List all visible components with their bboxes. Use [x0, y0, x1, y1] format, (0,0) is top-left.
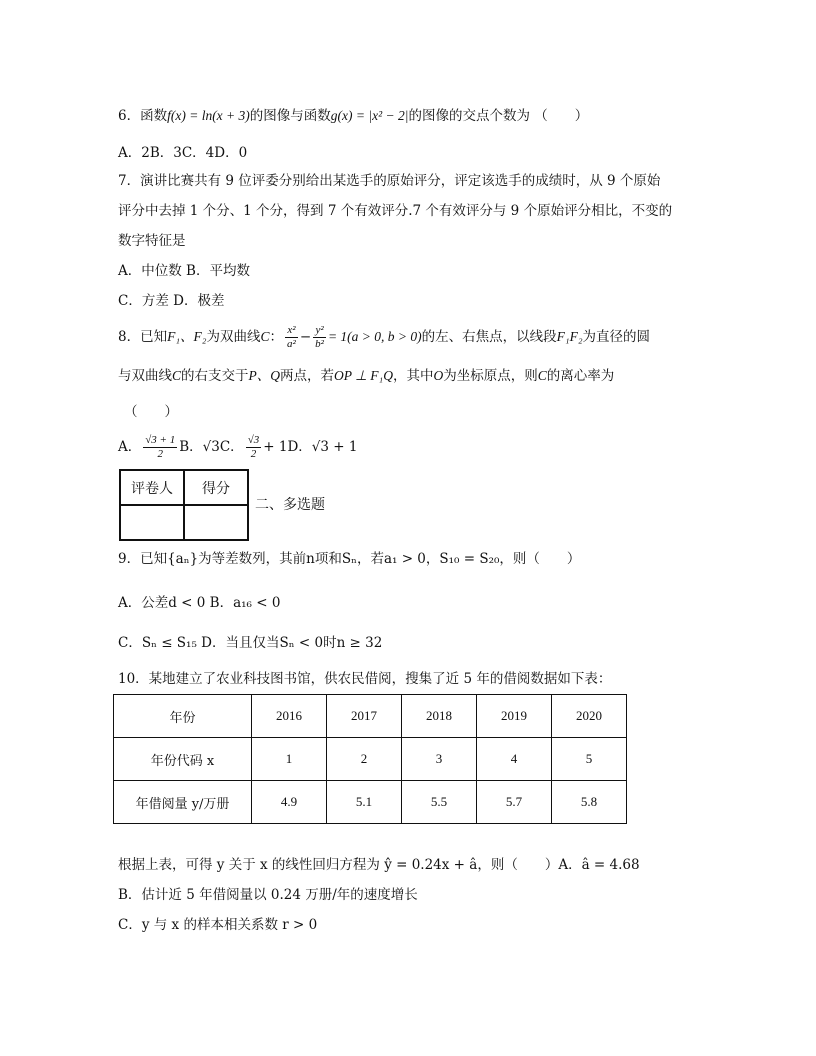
grader-score-label: 得分	[184, 470, 248, 505]
table-cell: 5	[552, 738, 627, 781]
table-cell: 2	[327, 738, 402, 781]
table-row	[114, 781, 627, 824]
table-cell: 1	[252, 738, 327, 781]
q8-option-a-fraction: $\frac{√3 + 1}{2}$	[145, 434, 176, 460]
q10-after-text: 根据上表，可得 y 关于 x 的线性回归方程为 ŷ = 0.24x + â，则（ ）A．â = 4.68	[118, 857, 640, 873]
q9-options-ab: A．公差d < 0 B．a₁₆ < 0	[118, 595, 281, 611]
table-cell: 4.9	[252, 781, 327, 824]
q9-stem: 9．已知{aₙ}为等差数列，其前n项和Sₙ，若a₁ > 0，S₁₀ = S₂₀，则（ ）	[118, 551, 581, 567]
q8-option-c-fraction: $\frac{√3}{2}$	[247, 434, 260, 460]
grader-reviewer-label: 评卷人	[120, 470, 184, 505]
q9-options-cd: C．Sₙ ≤ S₁₅ D．当且仅当Sₙ < 0时n ≥ 32	[118, 635, 383, 651]
row-header: 年份代码 x	[114, 738, 252, 781]
q7-stem-line-2: 评分中去掉 1 个分、1 个分，得到 7 个有效评分.7 个有效评分与 9 个原始评分相比，不变的	[118, 203, 673, 219]
table-cell: 2018	[402, 695, 477, 738]
q10-stem: 10．某地建立了农业科技图书馆，供农民借阅，搜集了近 5 年的借阅数据如下表：	[118, 671, 612, 687]
q7-stem-line-3: 数字特征是	[118, 233, 186, 249]
borrowing-data-table	[113, 694, 627, 824]
table-cell: 5.7	[477, 781, 552, 824]
q6-options: A．2B．3C．4D．0	[118, 145, 248, 161]
q6-f-expression: f(x) = ln(x + 3)	[167, 108, 250, 123]
table-cell: 5.1	[327, 781, 402, 824]
q8-options: A． $\frac{√3 + 1}{2}$ B．√3C． $\frac{√3}{2}$ + 1D．√3 + 1	[118, 434, 358, 460]
grader-reviewer-cell	[120, 505, 184, 540]
table-row	[114, 738, 627, 781]
q7-stem-line-1: 7．演讲比赛共有 9 位评委分别给出某选手的原始评分，评定该选手的成绩时，从 9 个原始	[118, 173, 661, 189]
table-row	[114, 695, 627, 738]
section-title: 二、多选题	[255, 497, 325, 513]
table-cell: 2016	[252, 695, 327, 738]
table-cell: 2020	[552, 695, 627, 738]
q8-y-fraction: $\frac{\text{y²}}{\text{b²}}$	[315, 324, 324, 350]
grader-score-cell	[184, 505, 248, 540]
q8-answer-blank: （ ）	[124, 404, 178, 420]
q6-g-expression: g(x) = |x² − 2|	[330, 108, 409, 123]
table-cell: 2019	[477, 695, 552, 738]
q7-options-cd: C．方差 D．极差	[118, 293, 225, 309]
q8-x-fraction: $\frac{\text{x²}}{\text{a²}}$	[287, 324, 296, 350]
table-cell: 3	[402, 738, 477, 781]
table-cell: 2017	[327, 695, 402, 738]
table-cell: 4	[477, 738, 552, 781]
row-header: 年借阅量 y/万册	[114, 781, 252, 824]
row-header: 年份	[114, 695, 252, 738]
table-cell: 5.5	[402, 781, 477, 824]
q7-options-ab: A．中位数 B．平均数	[118, 263, 250, 279]
table-cell: 5.8	[552, 781, 627, 824]
q10-option-c: C．y 与 x 的样本相关系数 r > 0	[118, 917, 318, 933]
grader-table	[119, 469, 249, 541]
q8-stem-line-1: 8．已知F₁、F₂为双曲线C： $\frac{\text{x²}}{\text{a²}}$ − $\frac{\text{y²}}{\text{b²}}$ = 1(a > 0, b > 0)的左、右焦点，以线段F₁F₂为直径的圆	[118, 324, 651, 350]
q10-option-b: B．估计近 5 年借阅量以 0.24 万册/年的速度增长	[118, 887, 418, 903]
q8-stem-line-2: 与双曲线C的右支交于P、Q两点，若OP ⊥ F₁Q，其中O为坐标原点，则C的离心率为	[118, 368, 615, 384]
q6-stem: 6．函数f(x) = ln(x + 3)的图像与函数g(x) = |x² − 2|的图像的交点个数为 （ ）	[118, 108, 589, 124]
